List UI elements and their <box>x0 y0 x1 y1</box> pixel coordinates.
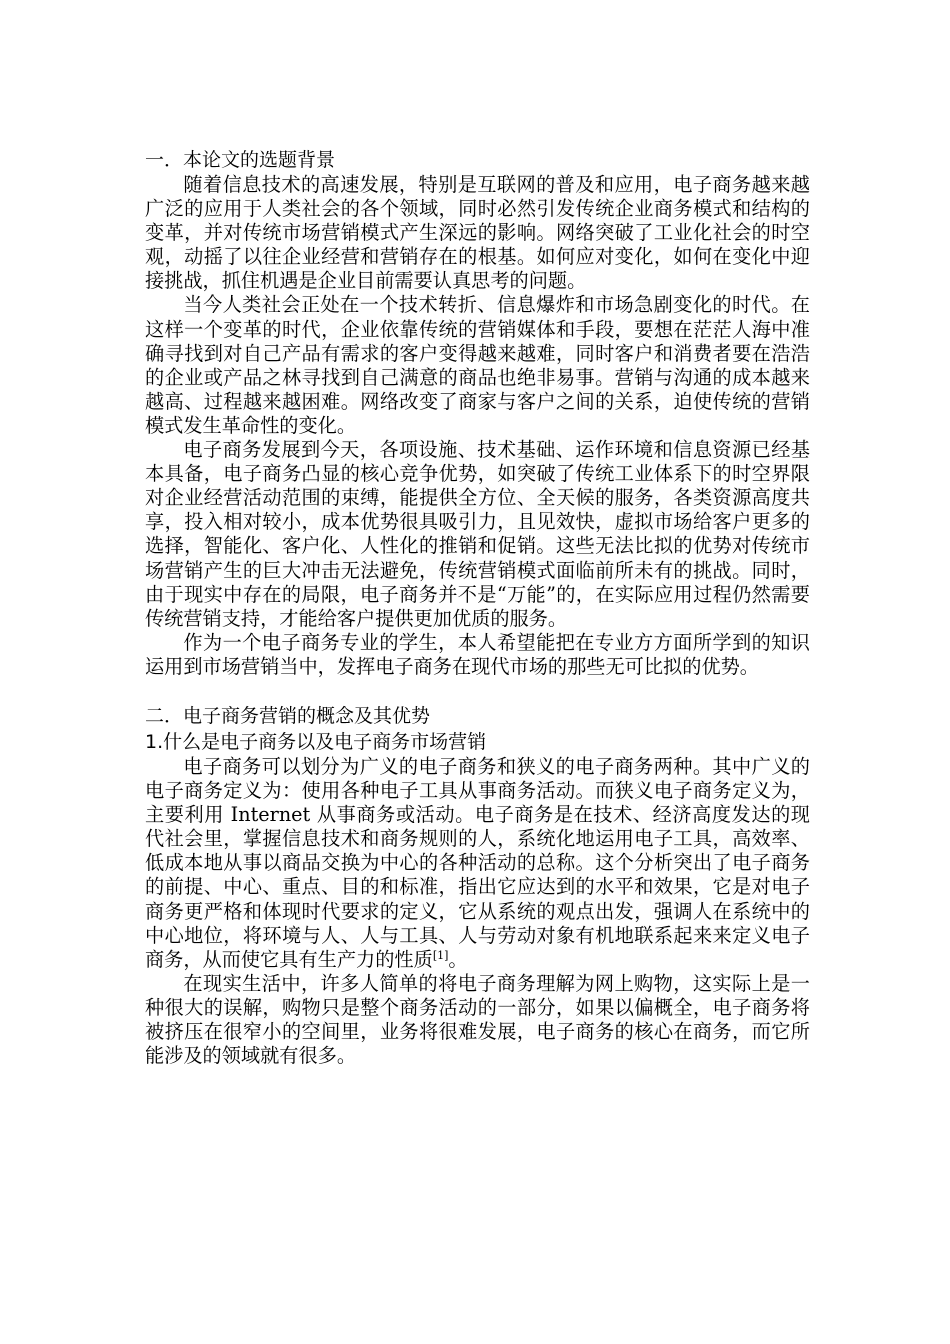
paragraph: 电子商务发展到今天，各项设施、技术基础、运作环境和信息资源已经基本具备，电子商务凸显的核心竞争优势，如突破了传统工业体系下的时空界限对企业经营活动范围的束缚，能提供全方位、全天候的服务，各类资源高度共享，投入相对较小，成本优势很具吸引力，且见效快，虚拟市场给客户更多的选择，智能化、客户化、人性化的推销和促销。这些无法比拟的优势对传统市场营销产生的巨大冲击无法避免，传统营销模式面临前所未有的挑战。同时，由于现实中存在的局限，电子商务并不是“万能”的，在实际应用过程仍然需要传统营销支持，才能给客户提供更加优质的服务。 <box>145 438 810 630</box>
paragraph: 随着信息技术的高速发展，特别是互联网的普及和应用，电子商务越来越广泛的应用于人类社会的各个领域，同时必然引发传统企业商务模式和结构的变革，并对传统市场营销模式产生深远的影响。网络突破了工业化社会的时空观，动摇了以往企业经营和营销存在的根基。如何应对变化，如何在变化中迎接挑战，抓住机遇是企业目前需要认真思考的问题。 <box>145 173 810 293</box>
document-page <box>145 147 810 1068</box>
section-gap <box>145 679 810 703</box>
paragraph-text: 电子商务可以划分为广义的电子商务和狭义的电子商务两种。其中广义的电子商务定义为：使用各种电子工具从事商务活动。而狭义电子商务定义为，主要利用 Internet 从事商务或活动。电子商务是在技术、经济高度发达的现代社会里，掌握信息技术和商务规则的人，系统化地运用电子工具，高效率、低成本地从事以商品交换为中心的各种活动的总称。这个分析突出了电子商务的前提、中心、重点、目的和标准，指出它应达到的水平和效果，它是对电子商务更严格和体现时代要求的定义，它从系统的观点出发，强调人在系统中的中心地位，将环境与人、人与工具、人与劳动对象有机地联系起来来定义电子商务，从而使它具有生产力的性质 <box>145 754 810 971</box>
paragraph: 在现实生活中，许多人简单的将电子商务理解为网上购物，这实际上是一种很大的误解，购物只是整个商务活动的一部分，如果以偏概全，电子商务将被挤压在很窄小的空间里，业务将很难发展，电子商务的核心在商务，而它所能涉及的领域就有很多。 <box>145 971 810 1068</box>
paragraph: 作为一个电子商务专业的学生，本人希望能把在专业方方面所学到的知识运用到市场营销当中，发挥电子商务在现代市场的那些无可比拟的优势。 <box>145 630 810 678</box>
section-heading-background: 一．本论文的选题背景 <box>145 149 336 171</box>
citation-reference: [1] <box>432 948 449 962</box>
paragraph-end: 。 <box>448 947 468 971</box>
subsection-heading: 1.什么是电子商务以及电子商务市场营销 <box>145 730 487 753</box>
paragraph: 当今人类社会正处在一个技术转折、信息爆炸和市场急剧变化的时代。在这样一个变革的时代，企业依靠传统的营销媒体和手段，要想在茫茫人海中准确寻找到对自己产品有需求的客户变得越来越难，同时客户和消费者要在浩浩的企业或产品之林寻找到自己满意的商品也绝非易事。营销与沟通的成本越来越高、过程越来越困难。网络改变了商家与客户之间的关系，迫使传统的营销模式发生革命性的变化。 <box>145 293 810 437</box>
section-heading-concept: 二．电子商务营销的概念及其优势 <box>145 704 431 727</box>
paragraph <box>145 755 810 972</box>
